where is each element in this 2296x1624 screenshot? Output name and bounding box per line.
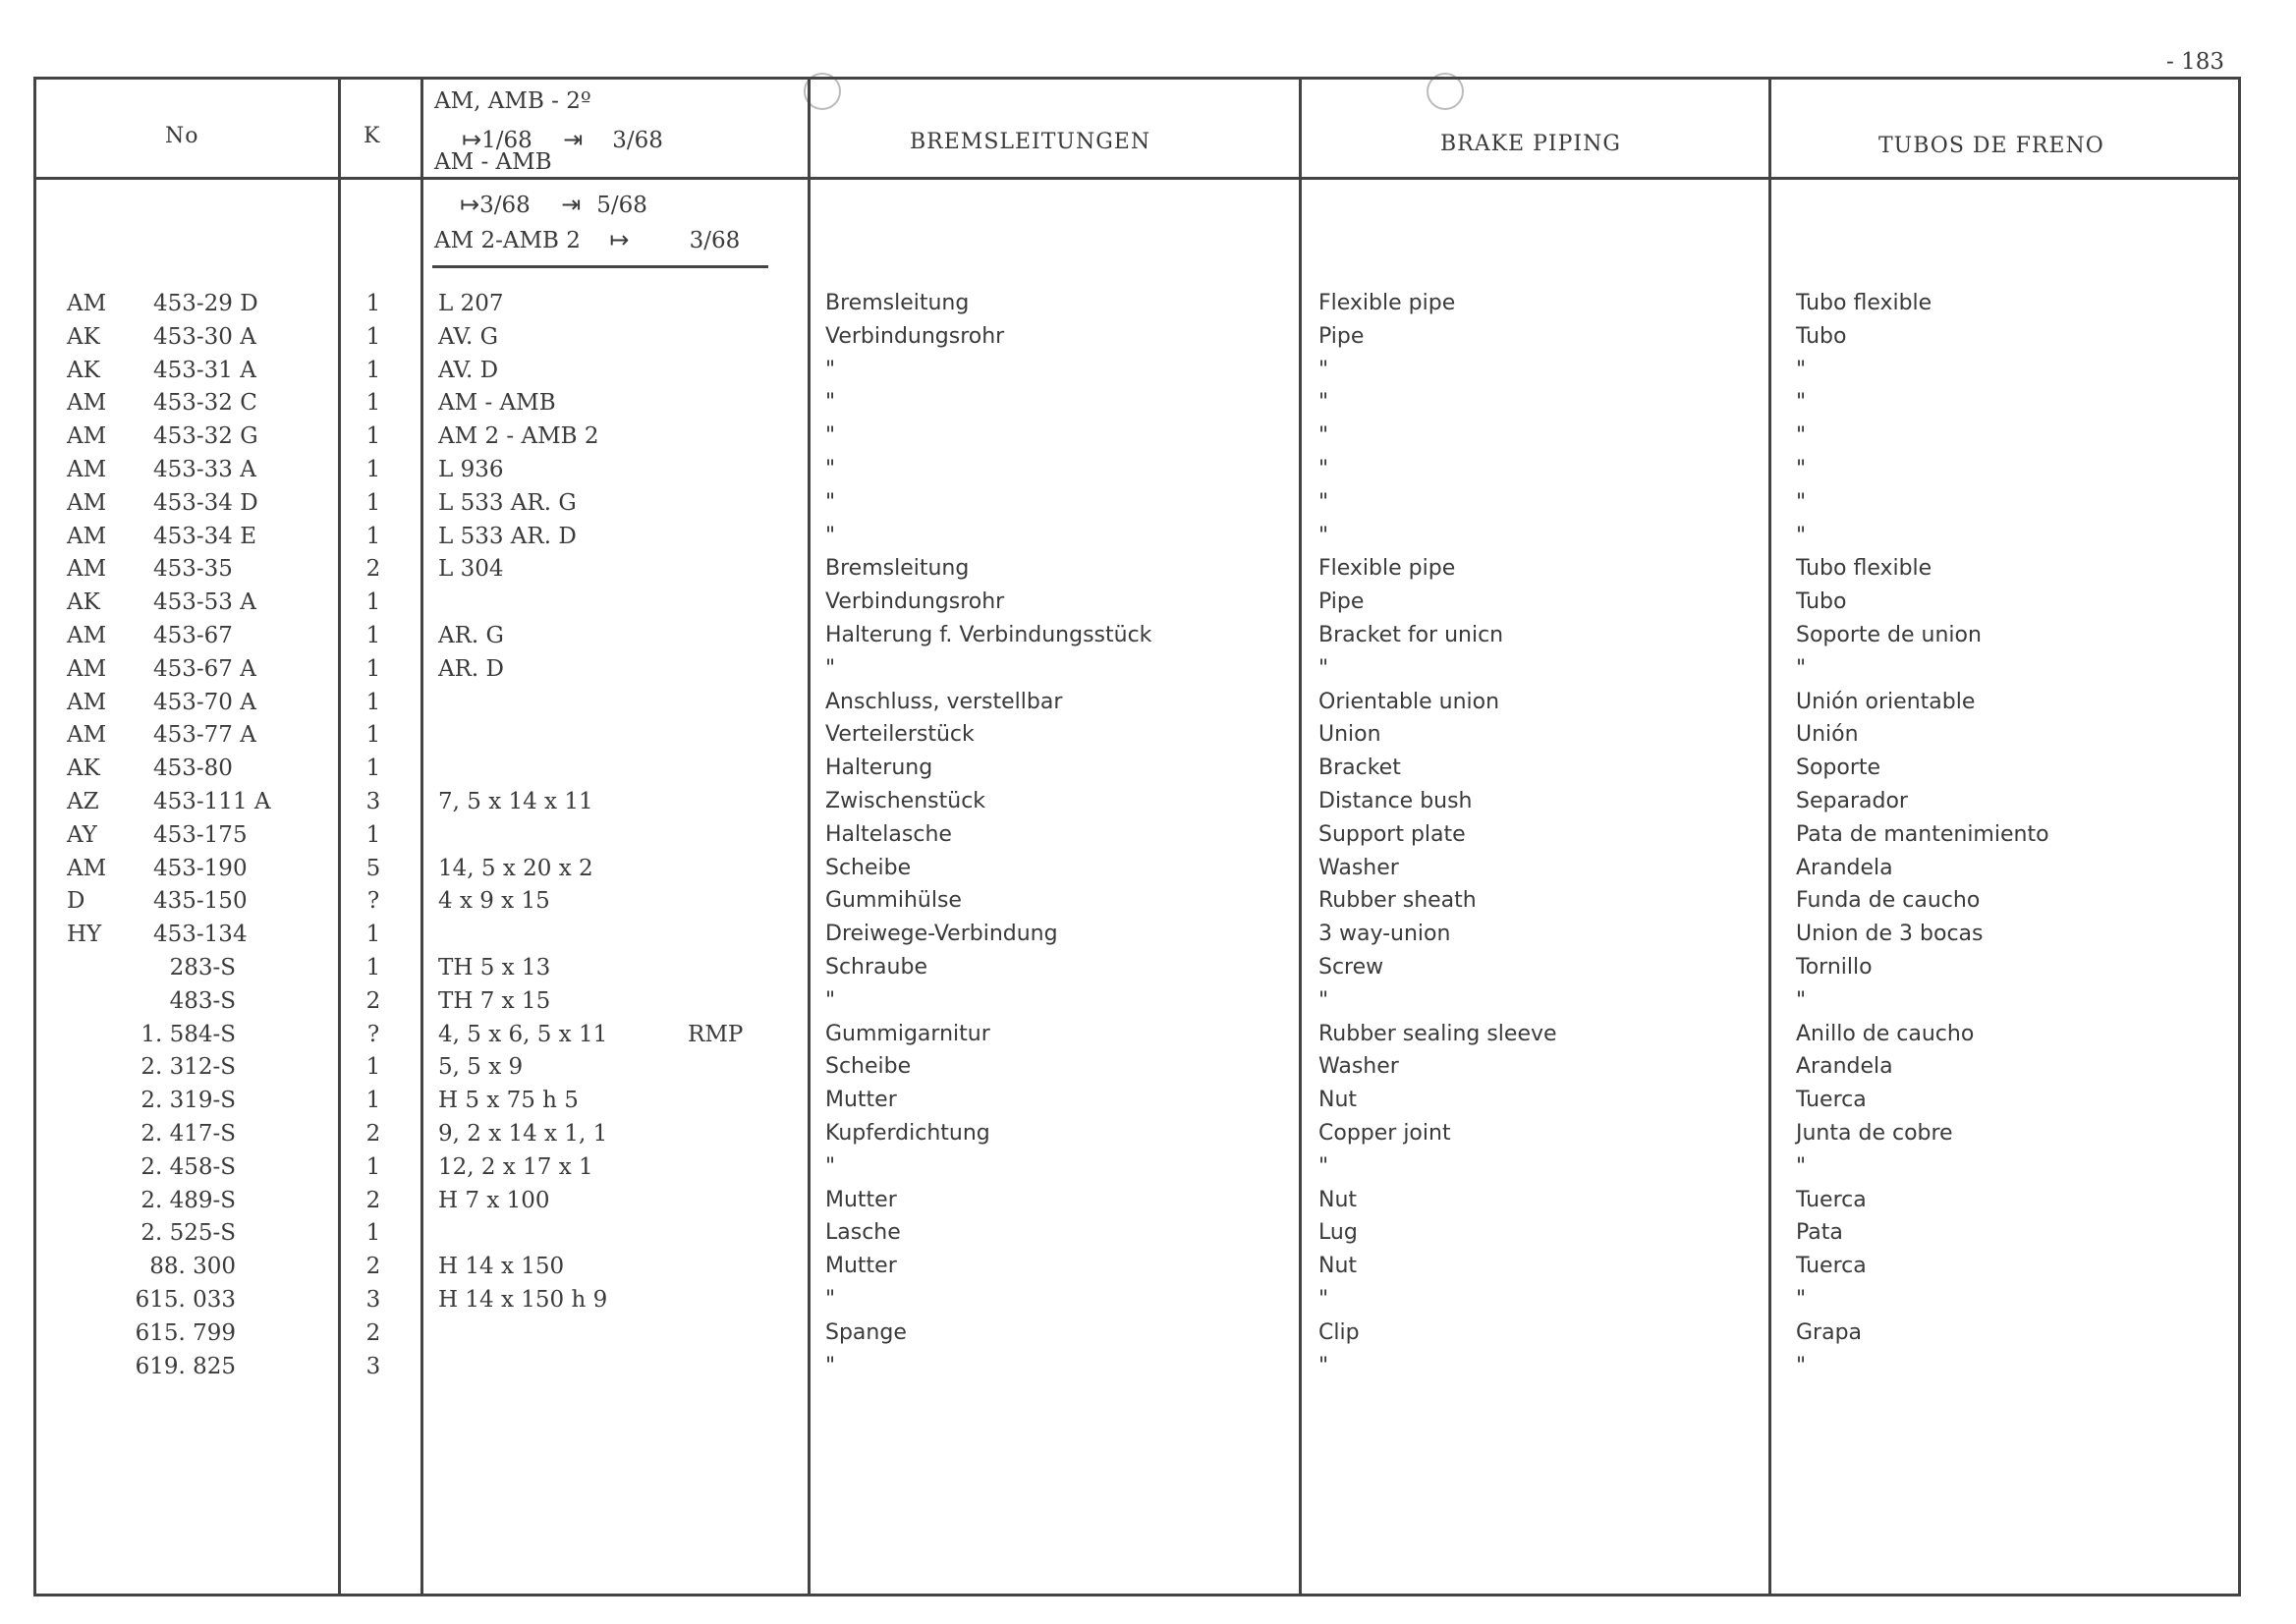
description-german: " xyxy=(825,489,836,515)
part-prefix: AK xyxy=(67,589,100,616)
table-row xyxy=(0,455,2296,484)
reference: L 207 xyxy=(438,291,504,316)
description-spanish: Tubo xyxy=(1796,589,1847,615)
quantity: 2 xyxy=(365,1319,381,1346)
table-row xyxy=(0,754,2296,783)
description-spanish: Union de 3 bocas xyxy=(1796,922,1984,947)
table-row xyxy=(0,953,2296,982)
description-german: Verbindungsrohr xyxy=(825,589,1005,615)
page-number: - 183 xyxy=(2166,49,2224,75)
part-number: 2. 525-S xyxy=(140,1220,236,1247)
quantity: 1 xyxy=(365,489,381,516)
part-prefix: HY xyxy=(67,922,102,948)
part-prefix: AM xyxy=(67,855,107,881)
reference: TH 7 x 15 xyxy=(438,987,551,1014)
table-row xyxy=(0,522,2296,551)
part-prefix: AM xyxy=(67,291,107,316)
description-german: Spange xyxy=(825,1319,907,1345)
part-number: 615. 033 xyxy=(135,1287,236,1313)
header-english: BRAKE PIPING xyxy=(1440,132,1621,156)
description-german: Mutter xyxy=(825,1088,897,1113)
description-english: Bracket xyxy=(1318,756,1401,781)
description-english: Washer xyxy=(1318,1054,1399,1080)
description-spanish: " xyxy=(1796,1353,1807,1378)
quantity: 1 xyxy=(365,589,381,616)
header-k: K xyxy=(364,124,381,148)
description-english: Screw xyxy=(1318,955,1384,980)
description-english: Washer xyxy=(1318,855,1399,880)
part-prefix: AM xyxy=(67,523,107,549)
table-row xyxy=(0,720,2296,750)
description-german: Scheibe xyxy=(825,1054,912,1080)
table-row xyxy=(0,688,2296,717)
part-number: 453-77 A xyxy=(153,722,256,749)
reference: 4, 5 x 6, 5 x 11 xyxy=(438,1021,608,1047)
description-german: Scheibe xyxy=(825,855,912,880)
description-spanish: Pata xyxy=(1796,1220,1843,1246)
description-english: " xyxy=(1318,987,1329,1013)
quantity: 1 xyxy=(365,1054,381,1081)
quantity: 1 xyxy=(365,291,381,316)
description-german: " xyxy=(825,390,836,416)
description-english: 3 way-union xyxy=(1318,922,1451,947)
description-spanish: " xyxy=(1796,987,1807,1013)
table-row xyxy=(0,388,2296,418)
description-english: " xyxy=(1318,1153,1329,1179)
description-english: " xyxy=(1318,1353,1329,1378)
header-ref-line3: AM - AMB xyxy=(434,149,552,175)
part-number: 1. 584-S xyxy=(140,1021,236,1047)
quantity: 1 xyxy=(365,756,381,782)
table-row xyxy=(0,1086,2296,1115)
description-german: " xyxy=(825,1153,836,1179)
part-number: 453-53 A xyxy=(153,589,256,616)
part-prefix: AM xyxy=(67,423,107,450)
table-row xyxy=(0,654,2296,684)
description-english: Rubber sealing sleeve xyxy=(1318,1021,1557,1046)
description-spanish: Soporte de union xyxy=(1796,623,1982,647)
description-english: Pipe xyxy=(1318,323,1365,349)
reference: TH 5 x 13 xyxy=(438,955,551,980)
description-spanish: Tornillo xyxy=(1796,955,1873,980)
quantity: 1 xyxy=(365,1088,381,1114)
description-spanish: Separador xyxy=(1796,789,1908,813)
description-english: Lug xyxy=(1318,1220,1358,1246)
header-spanish: TUBOS DE FRENO xyxy=(1878,134,2104,158)
part-number: 453-35 xyxy=(153,556,233,583)
quantity: 2 xyxy=(365,987,381,1014)
description-english: Rubber sheath xyxy=(1318,888,1477,914)
part-number: 453-31 A xyxy=(153,357,256,383)
description-spanish: Tuerca xyxy=(1796,1088,1867,1113)
quantity: 1 xyxy=(365,390,381,417)
table-row xyxy=(0,1352,2296,1381)
part-prefix: AZ xyxy=(67,789,99,814)
description-spanish: " xyxy=(1796,655,1807,681)
table-row xyxy=(0,1119,2296,1148)
part-prefix: AM xyxy=(67,655,107,682)
description-english: " xyxy=(1318,655,1329,681)
description-spanish: Soporte xyxy=(1796,756,1881,781)
part-number: 453-29 D xyxy=(153,291,258,316)
table-row xyxy=(0,854,2296,883)
table-row xyxy=(0,588,2296,617)
part-number: 2. 319-S xyxy=(140,1088,236,1114)
table-row xyxy=(0,621,2296,650)
description-german: Verbindungsrohr xyxy=(825,323,1005,349)
table-row xyxy=(0,820,2296,850)
part-number: 453-70 A xyxy=(153,689,256,715)
quantity: 3 xyxy=(365,789,381,814)
description-german: " xyxy=(825,523,836,548)
description-german: " xyxy=(825,987,836,1013)
reference: H 14 x 150 h 9 xyxy=(438,1287,608,1313)
description-english: Bracket for unicn xyxy=(1318,623,1504,647)
table-row xyxy=(0,554,2296,584)
from-arrow-icon: ↦ xyxy=(462,126,482,153)
quantity: 1 xyxy=(365,357,381,383)
table-row xyxy=(0,1318,2296,1348)
reference: L 533 AR. G xyxy=(438,489,577,516)
header-no: No xyxy=(165,124,199,148)
description-english: Union xyxy=(1318,722,1381,748)
description-spanish: Arandela xyxy=(1796,855,1893,880)
part-prefix: D xyxy=(67,888,85,915)
part-number: 2. 489-S xyxy=(140,1187,236,1213)
part-number: 453-67 A xyxy=(153,655,256,682)
description-english: Flexible pipe xyxy=(1318,556,1456,582)
description-english: " xyxy=(1318,423,1329,449)
part-prefix: AM xyxy=(67,722,107,749)
description-spanish: " xyxy=(1796,1153,1807,1179)
part-number: 88. 300 xyxy=(149,1254,236,1280)
quantity: ? xyxy=(366,1021,380,1047)
reference: AV. G xyxy=(438,323,499,350)
description-english: " xyxy=(1318,457,1329,481)
subheader-from-date: 3/68 xyxy=(479,193,531,218)
from-arrow-icon: ↦ xyxy=(460,191,480,218)
part-number: 453-190 xyxy=(153,855,248,881)
description-english: Pipe xyxy=(1318,589,1365,615)
description-german: Mutter xyxy=(825,1254,897,1279)
header-ref-from-date: 1/68 xyxy=(481,128,532,153)
part-prefix: AM xyxy=(67,623,107,648)
part-number: 283-S xyxy=(169,955,236,980)
description-spanish: " xyxy=(1796,489,1807,515)
reference: 12, 2 x 17 x 1 xyxy=(438,1153,593,1180)
reference: AV. D xyxy=(438,357,499,383)
reference: L 533 AR. D xyxy=(438,523,577,549)
reference: AR. G xyxy=(438,623,504,648)
reference: H 7 x 100 xyxy=(438,1187,550,1213)
part-number: 483-S xyxy=(169,987,236,1014)
description-spanish: Tubo flexible xyxy=(1796,291,1932,315)
description-spanish: Grapa xyxy=(1796,1319,1863,1345)
part-number: 435-150 xyxy=(153,888,248,915)
description-german: Haltelasche xyxy=(825,821,952,847)
table-row xyxy=(0,986,2296,1016)
table-row xyxy=(0,1186,2296,1215)
description-german: Anschluss, verstellbar xyxy=(825,689,1063,714)
quantity: 1 xyxy=(365,655,381,682)
description-spanish: " xyxy=(1796,523,1807,548)
quantity: 5 xyxy=(365,855,381,881)
description-spanish: Unión xyxy=(1796,722,1859,748)
part-prefix: AM xyxy=(67,556,107,583)
part-prefix: AM xyxy=(67,689,107,715)
from-arrow-icon: ↦ xyxy=(609,226,630,253)
description-spanish: " xyxy=(1796,1287,1807,1312)
description-spanish: Funda de caucho xyxy=(1796,888,1981,914)
quantity: 2 xyxy=(365,1254,381,1280)
table-row xyxy=(0,289,2296,318)
description-spanish: Junta de cobre xyxy=(1796,1121,1953,1146)
description-english: Flexible pipe xyxy=(1318,291,1456,315)
table-row xyxy=(0,356,2296,385)
description-german: Gummihülse xyxy=(825,888,962,914)
reference: L 304 xyxy=(438,556,504,583)
description-german: " xyxy=(825,457,836,481)
description-english: Clip xyxy=(1318,1319,1360,1345)
description-german: Bremsleitung xyxy=(825,556,970,582)
quantity: 1 xyxy=(365,457,381,482)
description-spanish: Tuerca xyxy=(1796,1254,1867,1279)
part-number: 2. 417-S xyxy=(140,1121,236,1147)
table-row xyxy=(0,1285,2296,1315)
part-prefix: AK xyxy=(67,323,100,350)
reference: 7, 5 x 14 x 11 xyxy=(438,789,593,814)
part-number: 453-32 G xyxy=(153,423,258,450)
table-row xyxy=(0,886,2296,916)
reference: AR. D xyxy=(438,655,504,682)
quantity: 3 xyxy=(365,1287,381,1313)
description-german: Gummigarnitur xyxy=(825,1021,990,1046)
table-row xyxy=(0,1052,2296,1082)
to-arrow-icon: ⇥ xyxy=(563,126,584,153)
header-german: BREMSLEITUNGEN xyxy=(910,130,1151,154)
header-ref-to-date: 3/68 xyxy=(612,128,663,153)
quantity: ? xyxy=(366,888,380,915)
part-number: 453-33 A xyxy=(153,457,256,482)
description-spanish: " xyxy=(1796,357,1807,382)
subheader-to-date: 5/68 xyxy=(596,193,647,218)
table-row xyxy=(0,488,2296,518)
description-english: " xyxy=(1318,523,1329,548)
part-number: 453-67 xyxy=(153,623,233,648)
description-english: Copper joint xyxy=(1318,1121,1451,1146)
part-prefix: AK xyxy=(67,756,100,782)
quantity: 1 xyxy=(365,323,381,350)
description-spanish: " xyxy=(1796,390,1807,416)
part-number: 453-134 xyxy=(153,922,248,948)
description-english: " xyxy=(1318,1287,1329,1312)
subheader-model: AM 2-AMB 2 xyxy=(434,228,581,253)
description-spanish: Pata de mantenimiento xyxy=(1796,821,2049,847)
description-german: " xyxy=(825,357,836,382)
table-row xyxy=(0,1252,2296,1281)
description-german: " xyxy=(825,423,836,449)
description-spanish: Tubo flexible xyxy=(1796,556,1932,582)
quantity: 3 xyxy=(365,1353,381,1379)
part-number: 619. 825 xyxy=(135,1353,236,1379)
reference: 9, 2 x 14 x 1, 1 xyxy=(438,1121,608,1147)
quantity: 1 xyxy=(365,955,381,980)
header-divider xyxy=(33,177,2241,180)
reference: H 14 x 150 xyxy=(438,1254,565,1280)
description-german: " xyxy=(825,1353,836,1378)
description-english: Support plate xyxy=(1318,821,1466,847)
reference: AM - AMB xyxy=(438,390,556,417)
subheader-date: 3/68 xyxy=(689,228,741,253)
quantity: 2 xyxy=(365,556,381,583)
description-german: Dreiwege-Verbindung xyxy=(825,922,1058,947)
description-german: Verteilerstück xyxy=(825,722,975,748)
quantity: 1 xyxy=(365,423,381,450)
description-spanish: Unión orientable xyxy=(1796,689,1976,714)
table-row xyxy=(0,787,2296,816)
description-spanish: Arandela xyxy=(1796,1054,1893,1080)
description-german: Mutter xyxy=(825,1187,897,1212)
description-english: " xyxy=(1318,357,1329,382)
part-number: 453-111 A xyxy=(153,789,271,814)
description-spanish: " xyxy=(1796,457,1807,481)
header-ref-line1: AM, AMB - 2º xyxy=(434,88,591,114)
part-prefix: AM xyxy=(67,457,107,482)
part-prefix: AM xyxy=(67,390,107,417)
description-german: Halterung xyxy=(825,756,933,781)
to-arrow-icon: ⇥ xyxy=(561,191,582,218)
quantity: 1 xyxy=(365,922,381,948)
part-number: 453-80 xyxy=(153,756,233,782)
description-german: " xyxy=(825,1287,836,1312)
reference: 4 x 9 x 15 xyxy=(438,888,550,915)
description-english: Nut xyxy=(1318,1187,1358,1212)
description-german: Kupferdichtung xyxy=(825,1121,990,1146)
subheader-underline xyxy=(432,265,768,268)
part-number: 453-30 A xyxy=(153,323,256,350)
part-prefix: AK xyxy=(67,357,100,383)
description-english: " xyxy=(1318,489,1329,515)
description-english: Nut xyxy=(1318,1088,1358,1113)
quantity: 1 xyxy=(365,623,381,648)
part-number: 453-32 C xyxy=(153,390,257,417)
subheader-line2 xyxy=(434,226,740,253)
part-number: 453-175 xyxy=(153,821,248,848)
reference: 14, 5 x 20 x 2 xyxy=(438,855,593,881)
description-english: Distance bush xyxy=(1318,789,1473,813)
description-english: Orientable union xyxy=(1318,689,1500,714)
description-spanish: Anillo de caucho xyxy=(1796,1021,1975,1046)
description-german: Halterung f. Verbindungsstück xyxy=(825,623,1152,647)
part-number: 453-34 E xyxy=(153,523,257,549)
quantity: 1 xyxy=(365,523,381,549)
description-spanish: Tubo xyxy=(1796,323,1847,349)
table-row xyxy=(0,1152,2296,1182)
part-number: 615. 799 xyxy=(135,1319,236,1346)
table-row xyxy=(0,1218,2296,1248)
description-german: Zwischenstück xyxy=(825,789,986,813)
description-german: Lasche xyxy=(825,1220,901,1246)
quantity: 1 xyxy=(365,689,381,715)
part-number: 453-34 D xyxy=(153,489,258,516)
quantity: 1 xyxy=(365,821,381,848)
reference: H 5 x 75 h 5 xyxy=(438,1088,579,1114)
part-number: 2. 458-S xyxy=(140,1153,236,1180)
description-spanish: Tuerca xyxy=(1796,1187,1867,1212)
table-row xyxy=(0,1020,2296,1049)
quantity: 2 xyxy=(365,1121,381,1147)
reference: L 936 xyxy=(438,457,504,482)
description-german: Schraube xyxy=(825,955,927,980)
reference: AM 2 - AMB 2 xyxy=(438,423,599,450)
quantity: 1 xyxy=(365,1153,381,1180)
description-spanish: " xyxy=(1796,423,1807,449)
description-german: Bremsleitung xyxy=(825,291,970,315)
quantity: 1 xyxy=(365,1220,381,1247)
reference: 5, 5 x 9 xyxy=(438,1054,524,1081)
description-english: " xyxy=(1318,390,1329,416)
quantity: 2 xyxy=(365,1187,381,1213)
description-german: " xyxy=(825,655,836,681)
quantity: 1 xyxy=(365,722,381,749)
part-number: 2. 312-S xyxy=(140,1054,236,1081)
table-row xyxy=(0,421,2296,451)
part-prefix: AM xyxy=(67,489,107,516)
table-row xyxy=(0,920,2296,949)
description-english: Nut xyxy=(1318,1254,1358,1279)
table-row xyxy=(0,322,2296,352)
subheader-line1 xyxy=(460,191,647,218)
rmp-note: RMP xyxy=(688,1021,744,1047)
part-prefix: AY xyxy=(67,821,97,848)
